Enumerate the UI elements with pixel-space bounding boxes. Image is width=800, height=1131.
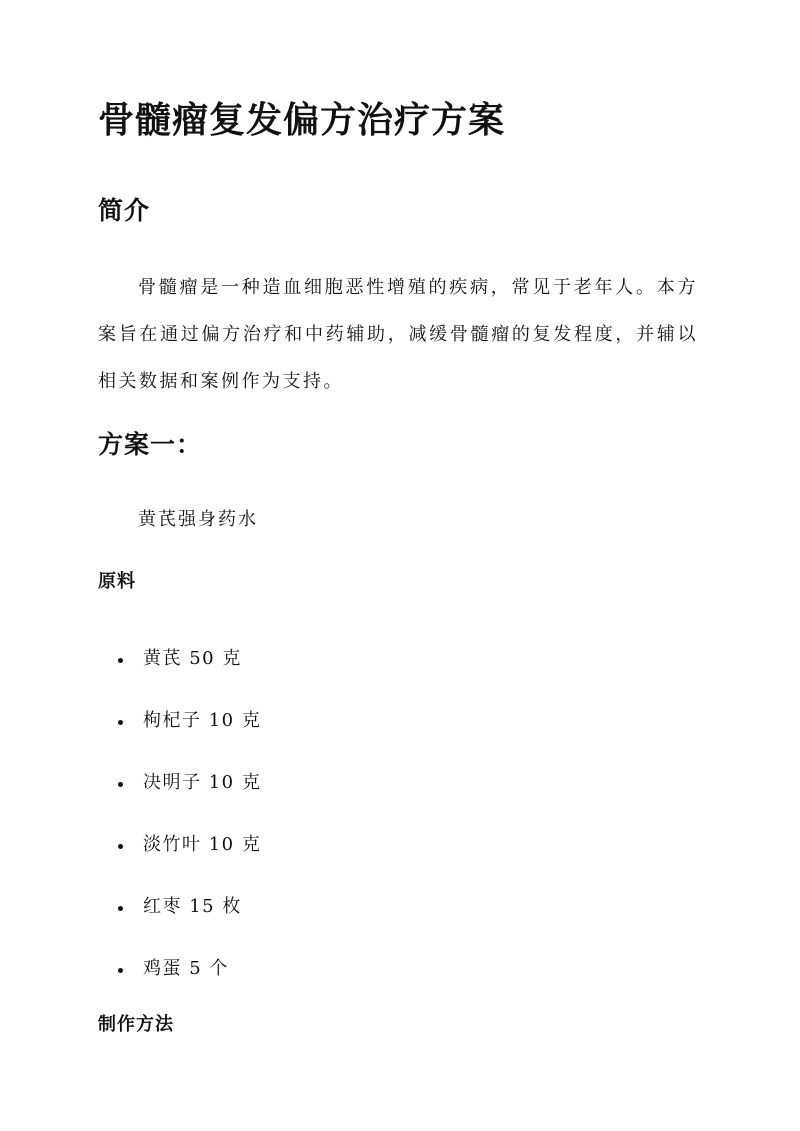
- ingredients-heading: 原料: [98, 571, 136, 592]
- ingredient-list: [118, 628, 261, 1000]
- intro-heading: 简介: [98, 196, 151, 225]
- list-item: [118, 690, 261, 752]
- ingredient-text: 淡竹叶 10 克: [143, 834, 262, 855]
- bullet-icon: [118, 906, 123, 911]
- ingredient-text: 黄芪 50 克: [143, 648, 242, 669]
- list-item: [118, 752, 261, 814]
- list-item: [118, 814, 261, 876]
- ingredient-text: 红枣 15 枚: [143, 896, 242, 917]
- document-title: 骨髓瘤复发偏方治疗方案: [98, 99, 506, 141]
- bullet-icon: [118, 658, 123, 663]
- list-item: [118, 876, 261, 938]
- ingredient-text: 鸡蛋 5 个: [143, 958, 229, 979]
- method-heading: 制作方法: [98, 1014, 174, 1035]
- bullet-icon: [118, 720, 123, 725]
- bullet-icon: [118, 782, 123, 787]
- list-item: [118, 628, 261, 690]
- plan-one-name: 黄芪强身药水: [138, 509, 258, 530]
- list-item: [118, 938, 261, 1000]
- bullet-icon: [118, 968, 123, 973]
- ingredient-text: 枸杞子 10 克: [143, 710, 262, 731]
- plan-one-heading: 方案一：: [98, 430, 203, 459]
- ingredient-text: 决明子 10 克: [143, 772, 262, 793]
- bullet-icon: [118, 844, 123, 849]
- intro-paragraph: 骨髓瘤是一种造血细胞恶性增殖的疾病，常见于老年人。本方案旨在通过偏方治疗和中药辅助，减缓骨髓瘤的复发程度，并辅以相关数据和案例作为支持。: [98, 277, 698, 392]
